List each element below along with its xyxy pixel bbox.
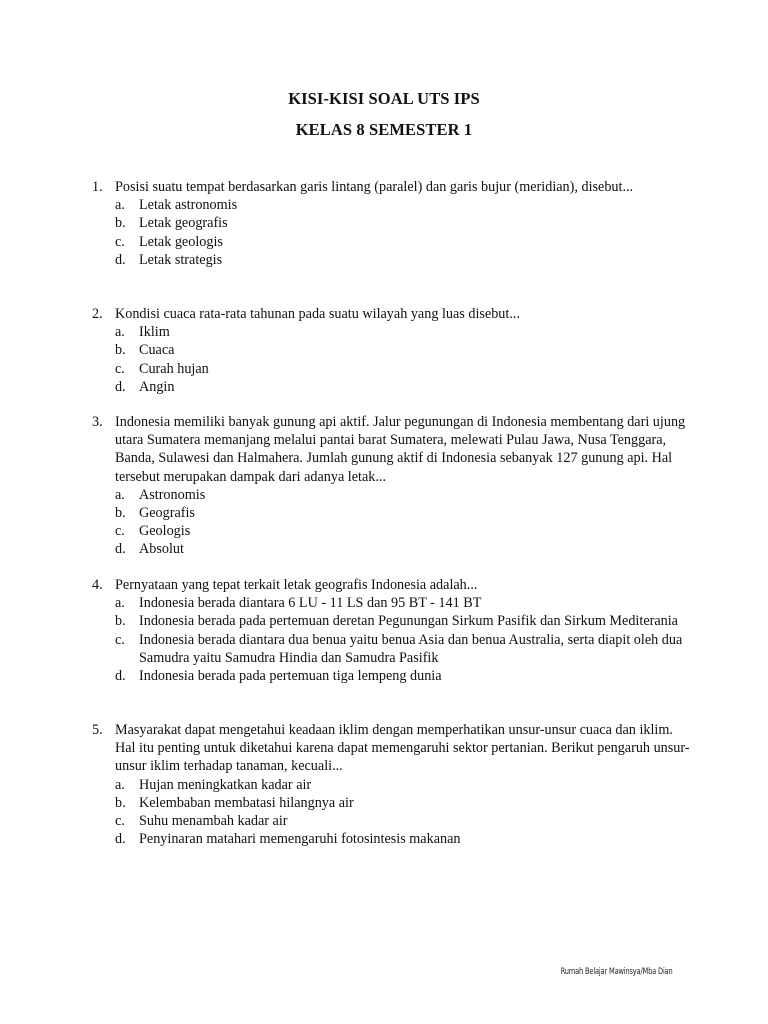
footer-credit: Rumah Belajar Mawinsya/Mba Dian [560, 967, 673, 977]
option-item [115, 486, 692, 504]
option-item [115, 214, 692, 232]
option-text: Indonesia berada pada pertemuan tiga lempeng dunia [139, 668, 442, 685]
option-text: Cuaca [139, 342, 175, 359]
option-text: Letak geografis [139, 215, 228, 232]
option-letter: d. [115, 251, 126, 268]
option-letter: c. [115, 631, 125, 648]
option-letter: b. [115, 505, 126, 522]
option-text: Hujan meningkatkan kadar air [139, 776, 312, 793]
document-subtitle: KELAS 8 SEMESTER 1 [295, 120, 473, 139]
option-letter: d. [115, 378, 126, 395]
option-letter: d. [115, 541, 126, 558]
question-number: 1. [92, 179, 103, 195]
option-list [92, 323, 692, 396]
document-title: KISI-KISI SOAL UTS IPS [288, 89, 480, 108]
option-letter: c. [115, 233, 125, 250]
option-item [115, 196, 692, 214]
option-text: Penyinaran matahari memengaruhi fotosintesis makanan [139, 831, 461, 848]
option-text: Suhu menambah kadar air [139, 813, 288, 830]
option-item [115, 323, 692, 341]
option-item [115, 812, 692, 830]
option-item [115, 612, 692, 630]
option-list [92, 196, 692, 269]
option-letter: b. [115, 342, 126, 359]
option-letter: b. [115, 794, 126, 811]
option-text: Astronomis [139, 486, 206, 503]
option-letter: d. [115, 831, 126, 848]
option-text: Indonesia berada diantara 6 LU - 11 LS dan 95 BT - 141 BT [139, 595, 482, 612]
question-text: Masyarakat dapat mengetahui keadaan iklim dengan memperhatikan unsur-unsur cuaca dan iklim. Hal itu penting untuk diketahui karena dapat memengaruhi sektor pertanian. Berikut pengaruh unsur-unsur iklim terhadap tanaman, kecuali... [115, 722, 690, 775]
option-letter: a. [115, 595, 125, 612]
option-text: Indonesia berada pada pertemuan deretan Pegunungan Sirkum Pasifik dan Sirkum Mediterania [139, 613, 678, 630]
option-letter: a. [115, 486, 125, 503]
option-item [115, 594, 692, 612]
option-list [92, 776, 692, 849]
option-text: Kelembaban membatasi hilangnya air [139, 794, 354, 811]
option-item [115, 522, 692, 540]
question-text: Kondisi cuaca rata-rata tahunan pada suatu wilayah yang luas disebut... [115, 306, 520, 322]
option-text: Curah hujan [139, 360, 209, 377]
option-text: Absolut [139, 541, 184, 558]
option-text: Letak geologis [139, 233, 223, 250]
option-text: Geologis [139, 523, 191, 540]
option-text: Angin [139, 378, 175, 395]
option-item [115, 667, 692, 685]
question-text: Posisi suatu tempat berdasarkan garis lintang (paralel) dan garis bujur (meridian), disebut... [115, 179, 634, 195]
question-number: 2. [92, 306, 103, 322]
option-item [115, 504, 692, 522]
question-number: 4. [92, 577, 103, 593]
option-item [115, 360, 692, 378]
option-item [115, 776, 692, 794]
question-text: Pernyataan yang tepat terkait letak geografis Indonesia adalah... [115, 577, 478, 593]
option-letter: b. [115, 215, 126, 232]
question-number: 5. [92, 722, 103, 738]
option-list [92, 486, 692, 559]
option-text: Letak strategis [139, 251, 223, 268]
option-letter: a. [115, 324, 125, 341]
option-letter: c. [115, 360, 125, 377]
option-item [115, 378, 692, 396]
option-text: Iklim [139, 324, 170, 341]
option-letter: d. [115, 668, 126, 685]
option-item [115, 341, 692, 359]
question-5 [92, 721, 692, 848]
option-text: Letak astronomis [139, 197, 238, 214]
option-item [115, 251, 692, 269]
option-item [115, 830, 692, 848]
option-text: Indonesia berada diantara dua benua yaitu benua Asia dan benua Australia, serta diapit oleh dua Samudra yaitu Samudra Hindia dan Samudra Pasifik [139, 631, 683, 666]
option-item [115, 794, 692, 812]
option-letter: b. [115, 613, 126, 630]
question-2 [92, 305, 692, 396]
option-item [115, 540, 692, 558]
option-item [115, 631, 692, 667]
question-3 [92, 413, 692, 559]
question-1 [92, 178, 692, 269]
option-letter: a. [115, 776, 125, 793]
option-letter: a. [115, 197, 125, 214]
option-text: Geografis [139, 505, 195, 522]
option-letter: c. [115, 523, 125, 540]
option-item [115, 233, 692, 251]
option-list [92, 594, 692, 685]
question-text: Indonesia memiliki banyak gunung api aktif. Jalur pegunungan di Indonesia membentang dari ujung utara Sumatera memanjang melalui pantai barat Sumatera, melewati Pulau Jawa, Nusa Tenggara, Banda, Sulawesi dan Halmahera. Jumlah gunung aktif di Indonesia sebanyak 127 gunung api. Hal tersebut merupakan dampak dari adanya letak... [115, 414, 686, 485]
option-letter: c. [115, 813, 125, 830]
question-4 [92, 576, 692, 685]
question-number: 3. [92, 414, 103, 430]
